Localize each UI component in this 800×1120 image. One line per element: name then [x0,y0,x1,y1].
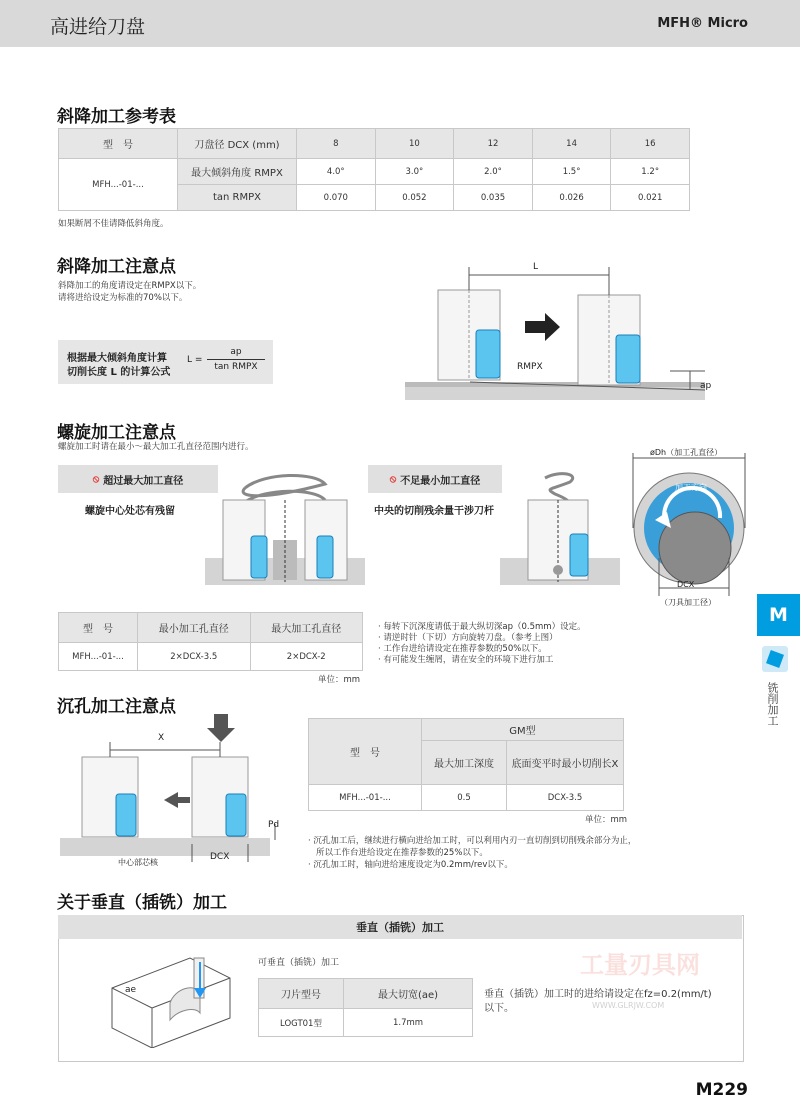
value-cell: 0.021 [611,185,690,211]
ramp-line1: 斜降加工的角度请设定在RMPX以下。 [58,281,202,291]
plunge-title: 关于垂直（插铣）加工 [57,893,227,913]
plunge-table [258,978,473,1037]
warn-min-title: 不足最小加工直径 [400,475,481,487]
th-insert: 刀片型号 [259,979,344,1009]
interference-icon [553,565,563,575]
warn-max-text: 螺旋中心处芯有残留 [85,506,175,517]
model-cell: MFH...-01-... [309,785,422,811]
helical-unit: 单位：mm [318,675,361,685]
dia-cell: 12 [454,129,533,159]
value-cell: DCX-3.5 [507,785,624,811]
counterbore-title: 沉孔加工注意点 [57,697,176,717]
ramp-notes-title: 斜降加工注意点 [57,257,176,277]
value-cell: 0.026 [532,185,611,211]
arrow-icon [525,313,560,341]
ramp-table-title: 斜降加工参考表 [57,107,176,127]
fig-x: X [158,733,165,743]
down-arrow-icon [207,714,235,742]
helical-bullet: · 请逆时针（下切）方向旋转刀盘。（参考上图） [378,633,558,643]
th-gm: GM型 [422,719,624,741]
col-dcx: 刀盘径 DCX (mm) [178,129,297,159]
fig-L: L [533,262,539,272]
ramp-note: 如果断屑不佳请降低斜角度。 [58,219,169,229]
fig-rmpx: RMPX [517,362,543,372]
cb-bullet-cont: 所以工作台进给设定在推荐参数的25%以下。 [316,848,488,858]
fig-ap: ap [700,381,712,391]
ramp-line2: 请将进给设定为标准的70%以下。 [58,293,188,303]
th-model: 型 号 [59,613,138,643]
th-depth: 最大加工深度 [422,741,507,785]
value-cell: 4.0° [297,159,376,185]
fig-ae: ae [125,985,137,995]
row-label: 最大倾斜角度 RMPX [178,159,297,185]
plunge-figure [100,948,240,1048]
plunge-note1: 垂直（插铣）加工时的进给请设定在fz=0.2(mm/t) [484,989,712,1000]
milling-icon [762,646,788,672]
product-name: MFH® Micro [657,16,748,31]
helical-bullet: · 每转下沉深度请低于最大纵切深ap（0.5mm）设定。 [378,622,586,632]
ramp-table [58,128,690,211]
plunge-bar: 垂直（插铣）加工 [58,915,742,939]
insert-right [616,335,640,383]
model-cell: MFH...-01-... [59,159,178,211]
th-length: 底面变平时最小切削长X [507,741,624,785]
watermark-url: WWW.GLRJW.COM [592,1001,665,1010]
fig-dcx-label: （刀具加工径） [660,598,716,607]
value-cell: 2×DCX-2 [250,643,363,671]
formula-lhs: L = [187,355,203,365]
dia-cell: 16 [611,129,690,159]
no-entry-icon: ⦸ [92,473,100,485]
side-label: 铣削加工 [766,682,779,726]
watermark: 工量刃具网 [580,951,700,979]
plunge-note2: 以下。 [484,1003,514,1014]
warn-min-bar [368,465,502,493]
th-model: 型 号 [309,719,422,785]
left-arrow-icon [164,792,190,808]
dia-cell: 10 [375,129,454,159]
no-entry-icon: ⦸ [389,473,397,485]
value-cell: 3.0° [375,159,454,185]
col-model: 型 号 [59,129,178,159]
fig-dcx: DCX [210,852,230,862]
warn-max-bar [58,465,218,493]
cb-bullet: · 沉孔加工时，轴向进给速度设定为0.2mm/rev以下。 [308,860,513,870]
formula-num: ap [230,347,242,357]
insert-left [476,330,500,378]
value-cell: 0.052 [375,185,454,211]
th-max: 最大加工孔直径 [250,613,363,643]
value-cell: 0.070 [297,185,376,211]
value-cell: 0.5 [422,785,507,811]
fig-dcx: DCX [677,580,695,589]
counterbore-unit: 单位：mm [585,815,628,825]
helical-max-figure [205,470,365,585]
helical-title: 螺旋加工注意点 [57,423,176,443]
formula-den: tan RMPX [214,362,258,372]
value-cell: 1.2° [611,159,690,185]
page-number: M229 [695,1080,748,1100]
fig-dh: øDh（加工孔直径） [650,448,723,457]
formula-label1: 根据最大倾斜角度计算 [67,353,167,364]
fig-pd: Pd [268,820,280,830]
fig-core: 中心部芯核 [118,858,158,867]
value-cell: 1.5° [532,159,611,185]
value-cell: 1.7mm [344,1009,473,1037]
counterbore-table [308,718,624,811]
row-label: tan RMPX [178,185,297,211]
helical-subtitle: 螺旋加工时请在最小～最大加工孔直径范围内进行。 [58,442,254,452]
helical-bullet: · 工作台进给请设定在推荐参数的50%以下。 [378,644,547,654]
helical-min-figure [500,470,620,585]
page-title: 高进给刀盘 [50,16,146,38]
warn-max-title: 超过最大加工直径 [103,475,184,487]
warn-min-text: 中央的切削残余量干涉刀杆 [374,506,494,517]
dia-cell: 8 [297,129,376,159]
fig-dir: 加工方向 [675,483,707,492]
ramp-figure [400,255,720,405]
helical-bullet: · 有可能发生缠屑，请在安全的环境下进行加工 [378,655,554,665]
value-cell: 2×DCX-3.5 [138,643,251,671]
plunge-can: 可垂直（插铣）加工 [258,958,340,968]
value-cell: 2.0° [454,159,533,185]
th-ae: 最大切宽(ae) [344,979,473,1009]
formula-line [207,359,265,360]
dia-cell: 14 [532,129,611,159]
model-cell: LOGT01型 [259,1009,344,1037]
helical-table [58,612,363,671]
cb-bullet: · 沉孔加工后，继续进行横向进给加工时，可以利用内刃一直切削到切削残余部分为止， [308,836,637,846]
section-tab[interactable]: M [757,594,800,636]
th-min: 最小加工孔直径 [138,613,251,643]
value-cell: 0.035 [454,185,533,211]
formula-label2: 切削长度 L 的计算公式 [67,367,171,378]
counterbore-figure [60,712,295,867]
model-cell: MFH...-01-... [59,643,138,671]
